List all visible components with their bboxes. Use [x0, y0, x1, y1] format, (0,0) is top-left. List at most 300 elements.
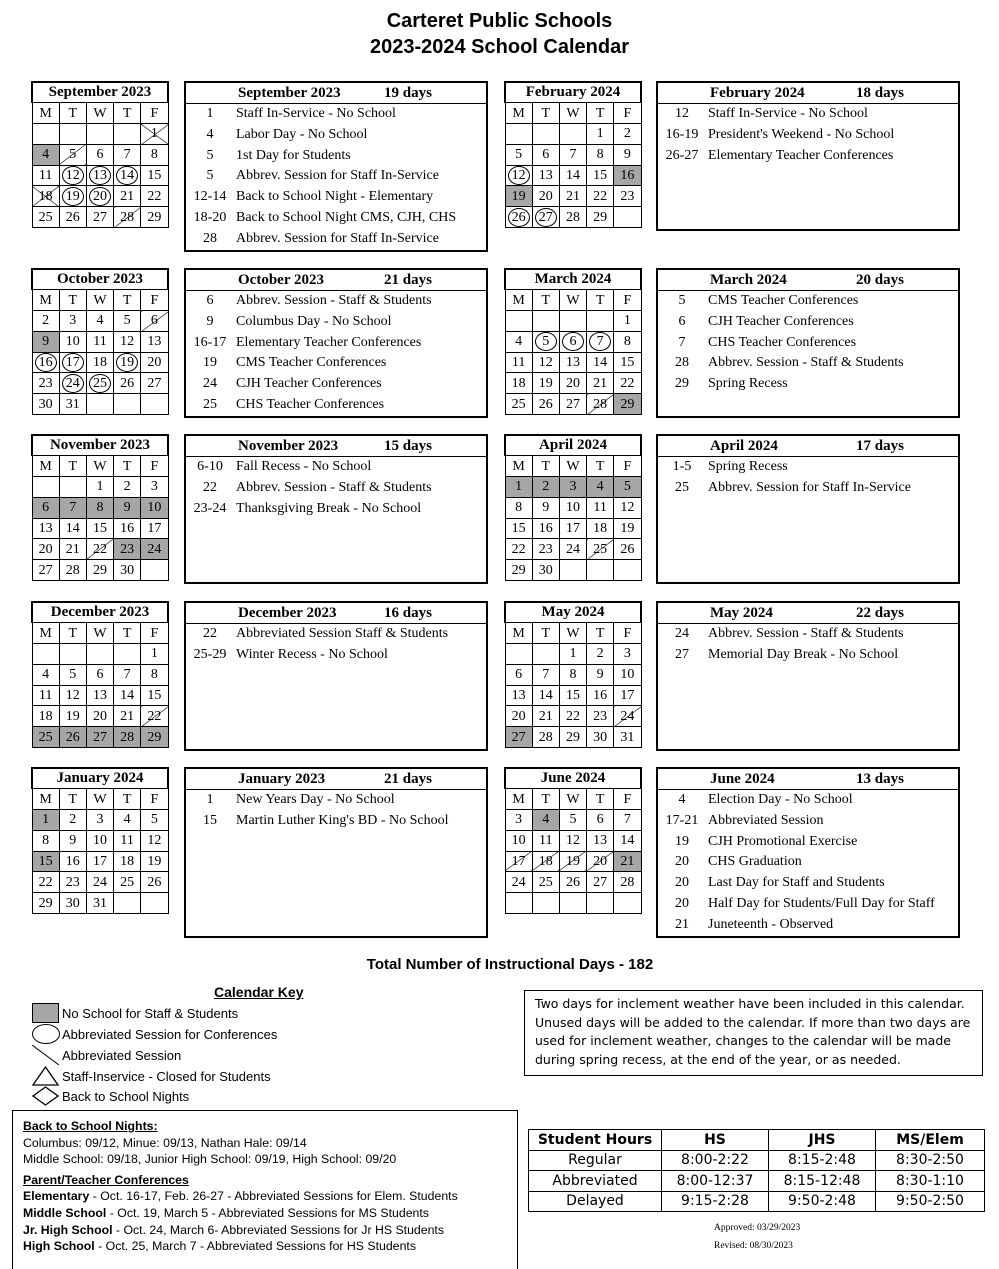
week-row	[32, 872, 168, 893]
day-cell	[114, 124, 141, 145]
event-date: 22	[203, 626, 217, 641]
day-cell: 15	[505, 518, 532, 539]
day-cell	[141, 560, 168, 581]
event-row	[186, 811, 486, 832]
day-cell: 1	[86, 477, 113, 498]
weekday-label: T	[114, 789, 141, 810]
conference-line	[23, 1188, 507, 1205]
weekday-label: T	[114, 290, 141, 311]
day-cell	[32, 124, 59, 145]
event-description: CMS Teacher Conferences	[708, 293, 859, 308]
day-cell: 28	[559, 207, 586, 228]
events-month: November 2023	[238, 438, 339, 454]
day-cell: 27	[532, 207, 559, 228]
day-cell	[114, 394, 141, 415]
month-events	[184, 767, 488, 938]
day-cell: 26	[532, 394, 559, 415]
week-row	[32, 207, 168, 228]
event-description: Staff In-Service - No School	[236, 106, 396, 121]
day-cell: 20	[559, 373, 586, 394]
day-cell: 10	[86, 830, 113, 851]
day-cell: 18	[32, 706, 59, 727]
event-row	[186, 395, 486, 416]
days-count: 16 days	[384, 605, 432, 621]
day-cell: 8	[141, 664, 168, 685]
weekday-label: F	[614, 290, 641, 311]
weekday-label: M	[505, 290, 532, 311]
event-date: 16-19	[665, 126, 699, 142]
day-cell: 25	[587, 539, 614, 560]
event-description: Election Day - No School	[708, 792, 853, 807]
event-date: 12-14	[193, 189, 227, 205]
event-date: 7	[678, 334, 686, 350]
approved-date: Approved: 03/29/2023	[714, 1223, 801, 1233]
page-subtitle: 2023-2024 School Calendar	[369, 36, 629, 58]
weekday-label: T	[59, 623, 86, 644]
week-row	[32, 165, 168, 186]
event-description: Abbrev. Session - Staff & Students	[708, 626, 904, 641]
event-description: Staff In-Service - No School	[708, 106, 868, 121]
day-cell: 8	[86, 497, 113, 518]
day-cell: 23	[532, 539, 559, 560]
event-date: 17-21	[665, 812, 699, 828]
event-date: 19	[203, 355, 217, 371]
event-date: 6-10	[197, 459, 223, 474]
day-cell: 19	[59, 186, 86, 207]
school-name: Elementary	[23, 1189, 90, 1204]
day-cell: 5	[59, 664, 86, 685]
table-cell: 8:15-12:48	[769, 1171, 876, 1192]
event-row	[658, 104, 958, 125]
weekday-label: M	[505, 623, 532, 644]
day-cell: 1	[587, 124, 614, 145]
day-cell: 31	[86, 893, 113, 914]
weekday-label: T	[59, 789, 86, 810]
day-cell: 7	[114, 664, 141, 685]
event-date: 4	[206, 126, 214, 142]
day-cell: 2	[532, 477, 559, 498]
event-row	[658, 333, 958, 354]
day-cell: 20	[86, 706, 113, 727]
day-cell: 24	[614, 706, 641, 727]
day-cell: 11	[32, 685, 59, 706]
day-cell: 12	[59, 685, 86, 706]
event-date: 19	[675, 833, 689, 849]
month-title: October 2023	[32, 269, 168, 290]
key-label: Abbreviated Session for Conferences	[62, 1027, 278, 1042]
day-cell: 19	[559, 851, 586, 872]
day-cell: 27	[505, 727, 532, 748]
month-events	[656, 81, 960, 231]
key-label: Staff-Inservice - Closed for Students	[62, 1069, 271, 1084]
day-cell: 6	[505, 664, 532, 685]
table-cell: 8:00-2:22	[662, 1150, 769, 1171]
events-month: June 2024	[710, 771, 775, 787]
day-cell: 15	[559, 685, 586, 706]
weekday-label: T	[587, 623, 614, 644]
week-row	[505, 394, 641, 415]
day-cell: 27	[141, 373, 168, 394]
day-cell	[587, 560, 614, 581]
event-description: Memorial Day Break - No School	[708, 646, 899, 662]
conference-dates: - Oct. 16-17, Feb. 26-27 - Abbreviated Sessions for Elem. Students	[89, 1189, 458, 1204]
day-cell: 12	[114, 331, 141, 352]
month-title: March 2024	[505, 269, 641, 290]
table-cell: 9:50-2:48	[769, 1191, 876, 1212]
event-description: Elementary Teacher Conferences	[708, 147, 894, 163]
table-cell: 9:50-2:50	[876, 1191, 985, 1212]
event-date: 28	[203, 230, 217, 246]
weekday-label: M	[505, 103, 532, 124]
event-description: 1st Day for Students	[236, 147, 351, 163]
day-cell: 9	[587, 664, 614, 685]
day-cell: 23	[614, 186, 641, 207]
events-header	[658, 436, 958, 457]
event-description: Abbrev. Session for Staff In-Service	[708, 479, 911, 495]
day-cell: 28	[532, 727, 559, 748]
event-date: 24	[675, 626, 689, 641]
day-cell: 16	[614, 165, 641, 186]
event-description: Abbrev. Session for Staff In-Service	[236, 168, 439, 184]
event-row	[186, 104, 486, 125]
day-cell: 2	[32, 311, 59, 332]
days-count: 21 days	[384, 771, 432, 787]
day-cell: 13	[86, 165, 113, 186]
event-row	[186, 333, 486, 354]
week-row	[505, 851, 641, 872]
event-date: 20	[675, 854, 689, 870]
weekday-label: M	[32, 623, 59, 644]
event-date: 6	[206, 293, 214, 308]
day-cell	[86, 394, 113, 415]
nights-title: Back to School Nights:	[23, 1119, 158, 1133]
day-cell: 3	[141, 477, 168, 498]
day-cell: 25	[505, 394, 532, 415]
day-cell: 4	[532, 810, 559, 831]
day-cell: 28	[114, 727, 141, 748]
events-month: May 2024	[710, 605, 773, 621]
event-description: Back to School Night - Elementary	[236, 189, 434, 205]
day-cell: 28	[59, 560, 86, 581]
month-events	[184, 434, 488, 584]
weekday-label: M	[32, 290, 59, 311]
day-cell: 4	[32, 144, 59, 165]
day-cell: 18	[32, 186, 59, 207]
day-cell: 17	[614, 685, 641, 706]
no-school-swatch	[32, 1003, 59, 1023]
day-cell: 27	[86, 207, 113, 228]
event-row	[658, 457, 958, 478]
event-row	[658, 374, 958, 395]
day-cell: 9	[114, 497, 141, 518]
week-row	[32, 706, 168, 727]
school-name: Jr. High School	[23, 1222, 113, 1237]
day-cell: 15	[614, 352, 641, 373]
month-grid	[504, 434, 642, 581]
month-events	[184, 81, 488, 252]
day-cell: 21	[559, 186, 586, 207]
events-header	[186, 769, 486, 790]
day-cell: 25	[32, 727, 59, 748]
day-cell: 6	[86, 144, 113, 165]
day-cell: 24	[559, 539, 586, 560]
day-cell: 1	[505, 477, 532, 498]
weekday-label: W	[86, 103, 113, 124]
day-cell: 29	[587, 207, 614, 228]
event-description: CMS Teacher Conferences	[236, 355, 387, 371]
day-cell: 17	[141, 518, 168, 539]
weekday-label: M	[32, 789, 59, 810]
event-row	[658, 624, 958, 645]
weekday-label: W	[86, 456, 113, 477]
event-row	[186, 291, 486, 312]
day-cell: 27	[86, 727, 113, 748]
day-cell: 4	[505, 331, 532, 352]
day-cell: 13	[505, 685, 532, 706]
day-cell: 26	[141, 872, 168, 893]
day-cell: 20	[587, 851, 614, 872]
event-row	[186, 208, 486, 229]
day-cell: 17	[59, 352, 86, 373]
month-grid	[504, 767, 642, 914]
day-cell: 22	[614, 373, 641, 394]
table-header: MS/Elem	[876, 1130, 985, 1151]
page-title: Carteret Public Schools	[386, 10, 613, 32]
event-row	[658, 873, 958, 894]
month-title: May 2024	[505, 602, 641, 623]
day-cell: 30	[32, 394, 59, 415]
week-row	[505, 560, 641, 581]
day-cell: 21	[614, 851, 641, 872]
day-cell: 13	[86, 685, 113, 706]
day-cell: 14	[587, 352, 614, 373]
event-row	[658, 125, 958, 146]
day-cell: 6	[141, 311, 168, 332]
event-row	[658, 852, 958, 873]
day-cell: 10	[59, 331, 86, 352]
weekday-label: T	[532, 290, 559, 311]
weekday-label: W	[86, 623, 113, 644]
week-row	[32, 331, 168, 352]
week-row	[32, 560, 168, 581]
weekday-label: M	[32, 456, 59, 477]
weekday-label: T	[587, 103, 614, 124]
day-cell: 1	[141, 124, 168, 145]
weekday-label: T	[587, 789, 614, 810]
day-cell: 3	[86, 810, 113, 831]
weekday-label: M	[505, 456, 532, 477]
day-cell: 18	[587, 518, 614, 539]
day-cell: 18	[86, 352, 113, 373]
conference-line	[23, 1238, 507, 1255]
table-cell: 8:30-1:10	[876, 1171, 985, 1192]
event-description: Abbrev. Session for Staff In-Service	[236, 230, 439, 246]
day-cell: 24	[505, 872, 532, 893]
event-description: President's Weekend - No School	[708, 126, 895, 142]
event-row	[658, 478, 958, 499]
weekday-label: F	[614, 103, 641, 124]
conference-line	[23, 1205, 507, 1222]
back-to-school-swatch	[32, 1086, 59, 1106]
day-cell	[32, 477, 59, 498]
day-cell: 6	[587, 810, 614, 831]
school-name: Middle School	[23, 1205, 107, 1220]
day-cell	[532, 124, 559, 145]
days-count: 19 days	[384, 85, 432, 101]
weekday-label: T	[59, 290, 86, 311]
week-row	[505, 664, 641, 685]
day-cell: 5	[532, 331, 559, 352]
week-row	[505, 810, 641, 831]
day-cell	[559, 893, 586, 914]
events-month: March 2024	[710, 272, 787, 288]
event-description: Abbrev. Session - Staff & Students	[236, 479, 432, 495]
day-cell	[32, 644, 59, 665]
weekday-label: F	[141, 103, 168, 124]
day-cell: 21	[587, 373, 614, 394]
day-cell: 7	[59, 497, 86, 518]
day-cell: 14	[59, 518, 86, 539]
school-name: High School	[23, 1239, 95, 1254]
week-row	[505, 165, 641, 186]
key-label: Back to School Nights	[62, 1089, 190, 1104]
event-description: Abbrev. Session - Staff & Students	[708, 355, 904, 371]
day-cell: 27	[32, 560, 59, 581]
day-cell: 8	[32, 830, 59, 851]
event-date: 12	[675, 106, 689, 121]
day-cell: 21	[59, 539, 86, 560]
day-cell: 5	[505, 144, 532, 165]
day-cell: 22	[32, 872, 59, 893]
day-cell: 25	[532, 872, 559, 893]
day-cell: 30	[587, 727, 614, 748]
day-cell: 12	[559, 830, 586, 851]
day-cell: 11	[86, 331, 113, 352]
conference-dates: - Oct. 19, March 5 - Abbreviated Sessions for MS Students	[106, 1205, 429, 1220]
day-cell: 6	[32, 497, 59, 518]
weekday-label: T	[532, 623, 559, 644]
conference-swatch	[32, 1024, 60, 1044]
event-date: 4	[678, 792, 686, 807]
notes-box	[12, 1110, 518, 1269]
day-cell: 19	[505, 186, 532, 207]
event-date: 5	[678, 293, 686, 308]
event-row	[186, 229, 486, 250]
event-description: Fall Recess - No School	[236, 459, 372, 474]
event-date: 1	[206, 792, 214, 807]
key-label: Abbreviated Session	[62, 1048, 182, 1063]
day-cell: 13	[587, 830, 614, 851]
day-cell: 23	[32, 373, 59, 394]
day-cell	[614, 560, 641, 581]
event-date: 28	[675, 355, 689, 371]
week-row	[505, 186, 641, 207]
event-row	[186, 187, 486, 208]
day-cell: 15	[141, 685, 168, 706]
week-row	[505, 497, 641, 518]
month-grid	[31, 268, 169, 415]
day-cell: 9	[59, 830, 86, 851]
day-cell: 9	[532, 497, 559, 518]
week-row	[32, 810, 168, 831]
day-cell: 14	[559, 165, 586, 186]
day-cell: 20	[532, 186, 559, 207]
weekday-label: T	[532, 789, 559, 810]
table-row	[529, 1191, 985, 1212]
event-description: New Years Day - No School	[236, 792, 395, 807]
day-cell	[505, 124, 532, 145]
event-description: Columbus Day - No School	[236, 313, 392, 329]
week-row	[505, 352, 641, 373]
week-row	[505, 144, 641, 165]
week-row	[505, 727, 641, 748]
day-cell	[587, 893, 614, 914]
event-description: Spring Recess	[708, 459, 788, 474]
month-grid	[31, 601, 169, 748]
day-cell: 26	[505, 207, 532, 228]
event-row	[658, 832, 958, 853]
day-cell: 19	[532, 373, 559, 394]
days-count: 15 days	[384, 438, 432, 454]
week-row	[32, 311, 168, 332]
event-description: Elementary Teacher Conferences	[236, 334, 422, 350]
week-row	[32, 518, 168, 539]
day-cell: 29	[141, 727, 168, 748]
day-cell: 11	[114, 830, 141, 851]
weekday-label: F	[141, 456, 168, 477]
events-header	[186, 436, 486, 457]
days-count: 17 days	[856, 438, 904, 454]
revised-date: Revised: 08/30/2023	[714, 1241, 793, 1251]
day-cell	[59, 477, 86, 498]
event-date: 25	[203, 396, 217, 412]
day-cell: 23	[59, 872, 86, 893]
day-cell: 5	[559, 810, 586, 831]
event-date: 22	[203, 479, 217, 495]
week-row	[32, 644, 168, 665]
event-description: Abbreviated Session	[708, 812, 824, 828]
month-events	[656, 767, 960, 938]
day-cell: 29	[505, 560, 532, 581]
day-cell: 23	[114, 539, 141, 560]
weekday-label: T	[587, 290, 614, 311]
conference-dates: - Oct. 25, March 7 - Abbreviated Sessions for HS Students	[94, 1239, 416, 1254]
calendar-key-title: Calendar Key	[214, 984, 304, 1000]
table-row	[529, 1150, 985, 1171]
event-row	[658, 291, 958, 312]
month-events	[656, 601, 960, 751]
month-events	[184, 601, 488, 751]
day-cell: 23	[587, 706, 614, 727]
day-cell	[86, 124, 113, 145]
day-cell: 4	[32, 664, 59, 685]
day-cell: 15	[141, 165, 168, 186]
day-cell: 6	[559, 331, 586, 352]
month-events	[184, 268, 488, 418]
day-cell: 19	[59, 706, 86, 727]
day-cell: 12	[532, 352, 559, 373]
day-cell: 10	[141, 497, 168, 518]
day-cell: 20	[86, 186, 113, 207]
event-description: Abbrev. Session - Staff & Students	[236, 293, 432, 308]
events-month: April 2024	[710, 438, 778, 454]
event-row	[186, 499, 486, 520]
day-cell: 11	[587, 497, 614, 518]
day-cell: 26	[114, 373, 141, 394]
nights-line: Columbus: 09/12, Minue: 09/13, Nathan Hale: 09/14	[23, 1135, 307, 1150]
day-cell: 17	[86, 851, 113, 872]
day-cell: 18	[114, 851, 141, 872]
